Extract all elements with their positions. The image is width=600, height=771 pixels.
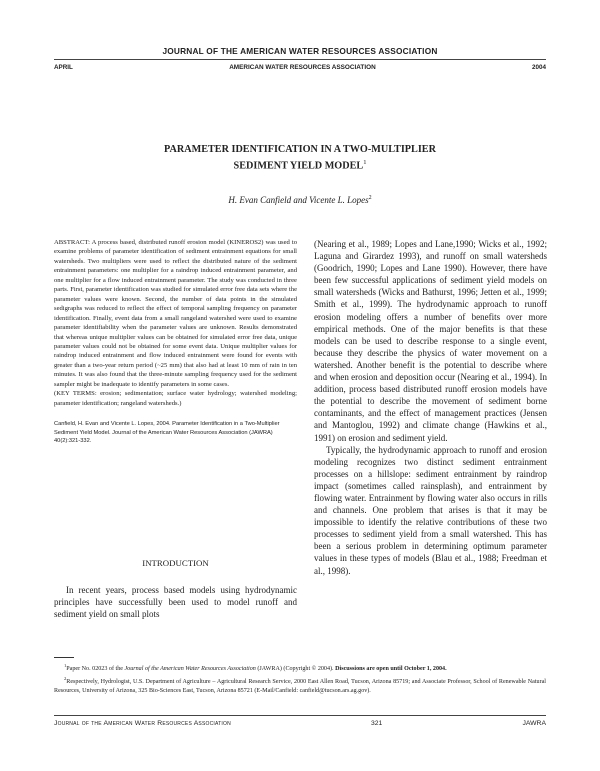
paper-title-line2 (54, 156, 546, 172)
introduction-paragraph-continued: (Nearing et al., 1989; Lopes and Lane,1990; Wicks et al., 1992; Laguna and Girardez 1993), and runoff on small watersheds (Goodrich, 1990; Lopes and Lane 1990). However, there have been few successful applications of sediment yield models on small watersheds (Wicks and Bathurst, 1996; Jetten et al., 1999; Smith et al., 1999). The hydrodynamic approach to runoff erosion modeling offers a number of benefits over more empirical methods. One of the major benefits is that these models can be used to describe response to a single event, because they describe the physics of water movement on a watershed. Another benefit is the potential to describe where and when erosion and deposition occur (Nearing et al., 1994). In addition, process based distributed runoff erosion models have the potential to describe the movement of sediment borne contaminants, and the effect of management practices (Jensen and Mantoglou, 1992) and climate change (Hawkins et al., 1991) on erosion and sediment yield. (314, 239, 547, 443)
paper-title-line1: PARAMETER IDENTIFICATION IN A TWO-MULTIPLIER (164, 144, 436, 155)
header-rule (54, 59, 546, 60)
footnote-1-text-a: Paper No. 02023 of the (66, 666, 125, 673)
footnote-1-text-b: (JAWRA) (Copyright © 2004). (255, 666, 336, 673)
paper-title-line2-text: SEDIMENT YIELD MODEL (233, 160, 364, 172)
citation: Canfield, H. Evan and Vicente L. Lopes, 2004. Parameter Identification in a Two-Multiplier Sediment Yield Model. Journal of the American Water Resources Association (JAWRA) 40(2):321-332. (54, 421, 280, 445)
footer-abbrev: JAWRA (522, 720, 546, 727)
footer-journal: Journal of the American Water Resources Association (54, 720, 231, 727)
author-line (54, 195, 546, 205)
author-names: H. Evan Canfield and Vicente L. Lopes (228, 195, 369, 205)
introduction-paragraph-2: Typically, the hydrodynamic approach to runoff and erosion modeling recognizes two distinct sediment entrainment processes on a hillslope: sediment entrainment by raindrop impact (sometimes called rainsplash), and entrainment by flowing water. Entrainment by flowing water also occurs in rills and channels. One problem that arises is that it may be impossible to identify the relative contributions of these two processes to sediment yield from a small watershed. This has been a serious problem in determining optimum parameter values in these types of models (Blau et al., 1988; Freedman et al., 1998). (314, 444, 547, 576)
page-number: 321 (371, 720, 383, 727)
left-column (54, 238, 297, 446)
paper-title (54, 143, 546, 172)
footnote-1-mark: 1 (64, 663, 67, 668)
right-column (314, 238, 547, 577)
header-info-row (54, 64, 546, 71)
issue-year: 2004 (531, 64, 546, 71)
issue-month: APRIL (54, 64, 73, 71)
title-footnote-mark: 1 (363, 159, 367, 166)
journal-title: JOURNAL OF THE AMERICAN WATER RESOURCES ASSOCIATION (162, 46, 438, 56)
footnote-1-journal: Journal of the American Water Resources Association (124, 666, 256, 673)
abstract-text: ABSTRACT: A process based, distributed runoff erosion model (KINEROS2) was used to examine problems of parameter identification of sediment entrainment equations for small watersheds. Two multipliers were used to reflect the distributed nature of the sediment entrainment parameters: one multiplier for a raindrop induced entrainment parameter, and one multiplier for a flow induced entrainment parameter. The study was conducted in three parts. First, parameter identification was studied for simulated error free data sets where the parameter values were known. Second, the number of data points in the simulated sedigraphs was reduced to reflect the effect of temporal sampling frequency on parameter identification. Finally, event data from a small rangeland watershed were used to examine parameter identifiability when the parameter values are unknown. Results demonstrated that whereas unique multiplier values can be obtained for simulated error free data, unique parameter values could not be obtained for some event data. Unique multiplier values for raindrop induced entrainment and flow induced entrainment were found for events with greater than a two-year return period (~25 mm) that also had at least 10 mm of rain in ten minutes. It was also found that the three-minute sampling frequency used for the sediment sampler might be inadequate to identify parameters in some cases. (54, 239, 297, 388)
association-name: AMERICAN WATER RESOURCES ASSOCIATION (229, 64, 376, 71)
running-header (54, 46, 546, 71)
footnote-2-mark: 2 (64, 676, 67, 682)
footnote-rule (54, 657, 74, 658)
footnote-1-discussion: Discussions are open until October 1, 2004. (335, 666, 447, 673)
introduction-heading: INTRODUCTION (142, 558, 209, 568)
footnotes (54, 661, 546, 696)
footnote-2-text: Respectively, Hydrologist, U.S. Department of Agriculture – Agricultural Research Service, 2000 East Allen Road, Tucson, Arizona 85719; and Associate Professor, School of Renewable Natural Resources, University of Arizona, 325 Bio-Sciences East, Tucson, Arizona 85721 (E-Mail/Canfield: canfield@tucson.ars.ag.gov). (54, 679, 546, 695)
key-terms: (KEY TERMS: erosion; sedimentation; surface water hydrology; watershed modeling; parameter identification; rangeland watersheds.) (54, 390, 297, 407)
footnote-1 (54, 661, 546, 674)
footer-rule (54, 715, 546, 716)
page-footer (54, 720, 546, 727)
author-footnote-mark: 2 (368, 195, 372, 201)
footnote-2 (54, 674, 546, 696)
introduction-paragraph-start: In recent years, process based models using hydrodynamic principles have successfully been used to model runoff and sediment yield on small plots (54, 585, 297, 620)
